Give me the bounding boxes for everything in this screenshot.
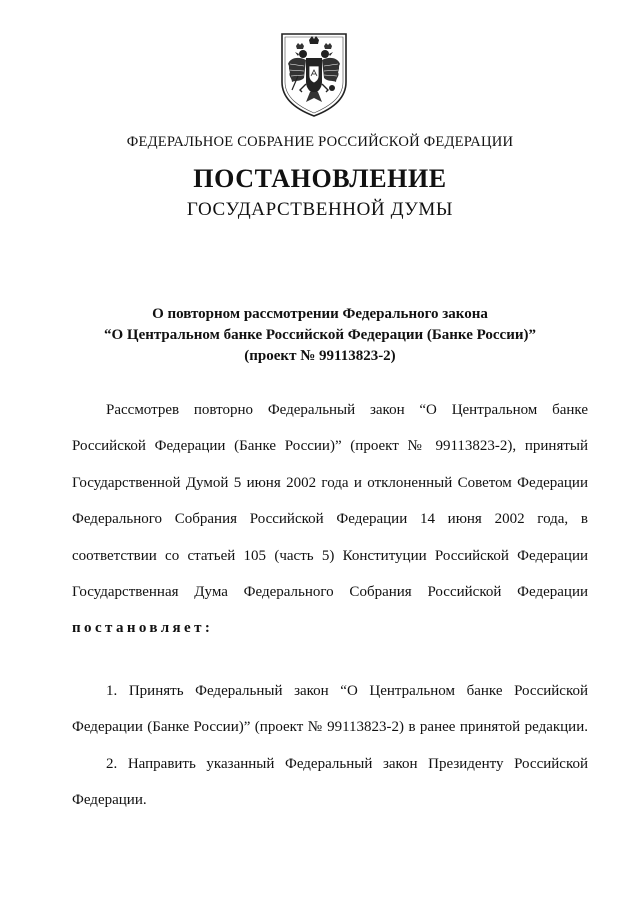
resolves-word: постановляет: — [72, 620, 214, 637]
spacer — [72, 647, 588, 673]
document-subtitle: ГОСУДАРСТВЕННОЙ ДУМЫ — [186, 199, 454, 220]
preamble-line: Российской Федерации (Банке России)” (проект № 99113823-2), принятый — [72, 438, 588, 455]
organization-name: ФЕДЕРАЛЬНОЕ СОБРАНИЕ РОССИЙСКОЙ ФЕДЕРАЦИИ — [126, 134, 514, 150]
heading-line: (проект № 99113823-2) — [244, 348, 396, 364]
document-title: ПОСТАНОВЛЕНИЕ — [193, 164, 447, 193]
preamble-line: Государственная Дума Федерального Собрания Российской Федерации — [72, 583, 588, 600]
item-line: Федерации (Банке России)” (проект № 99113823-2) в ранее принятой редакции. — [72, 719, 588, 736]
resolves-line — [72, 610, 588, 646]
preamble-line: Федерального Собрания Российской Федерации 14 июня 2002 года, в — [72, 511, 588, 528]
preamble-line: соответствии со статьей 105 (часть 5) Конституции Российской Федерации — [72, 547, 588, 564]
heading-line: О повторном рассмотрении Федерального закона — [152, 306, 488, 322]
resolution-heading — [0, 304, 640, 367]
heading-line: “О Центральном банке Российской Федерации (Банке России)” — [103, 327, 536, 343]
item-line: 1. Принять Федеральный закон “О Центральном банке Российской — [106, 682, 588, 699]
resolution-body — [72, 392, 588, 818]
preamble-line: Государственной Думой 5 июня 2002 года и отклоненный Советом Федерации — [72, 474, 588, 491]
item-line: 2. Направить указанный Федеральный закон Президенту Российской — [106, 755, 588, 772]
russian-coat-of-arms-icon — [276, 30, 352, 118]
preamble-line: Рассмотрев повторно Федеральный закон “О Центральном банке — [106, 402, 588, 418]
item-line: Федерации. — [72, 791, 147, 808]
